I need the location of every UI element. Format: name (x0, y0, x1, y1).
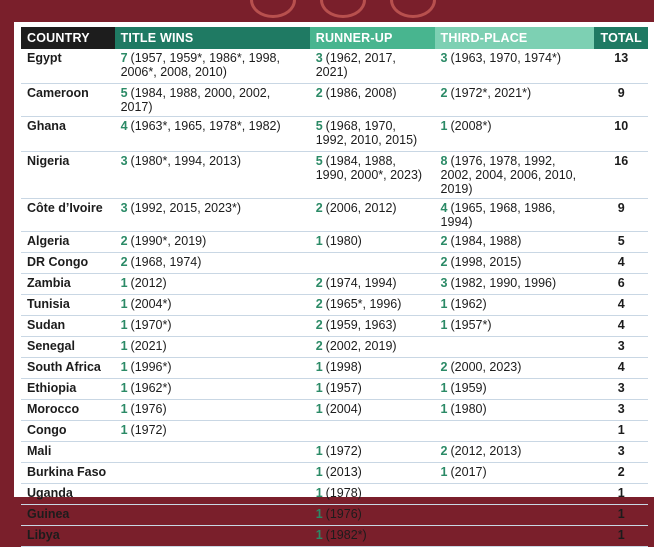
title-wins-cell (115, 152, 310, 199)
count-number: 3 (440, 276, 448, 290)
years-list: (1970*) (130, 318, 172, 332)
title-wins-cell (115, 232, 310, 253)
third-place-cell (435, 442, 595, 463)
table-header-row (21, 27, 648, 49)
years-list: (1957*) (450, 318, 492, 332)
country-cell (21, 232, 115, 253)
years-list: (1978) (325, 486, 362, 500)
total-cell (594, 484, 648, 505)
years-list: (2013) (325, 465, 362, 479)
title-wins-cell (115, 526, 310, 547)
count-number: 1 (120, 360, 128, 374)
years-list: (1962, 2017, 2021) (315, 51, 396, 79)
years-list: (2012, 2013) (450, 444, 522, 458)
total-value: 1 (617, 486, 625, 500)
afcon-results-table (21, 27, 648, 547)
country-name: Sudan (27, 318, 66, 332)
years-list: (1972) (130, 423, 167, 437)
title-wins-cell (115, 274, 310, 295)
years-list: (1968, 1974) (130, 255, 202, 269)
years-list: (1990*, 2019) (130, 234, 207, 248)
table-row (21, 379, 648, 400)
count-number: 2 (315, 339, 323, 353)
country-name: Burkina Faso (27, 465, 107, 479)
total-cell (594, 505, 648, 526)
third-place-cell (435, 358, 595, 379)
runner-up-cell (310, 274, 435, 295)
years-list: (1957) (325, 381, 362, 395)
runner-up-cell (310, 232, 435, 253)
count-number: 1 (120, 276, 128, 290)
years-list: (2000, 2023) (450, 360, 522, 374)
total-cell (594, 49, 648, 84)
count-number: 1 (315, 465, 323, 479)
runner-up-cell (310, 199, 435, 232)
title-wins-cell (115, 442, 310, 463)
table-row (21, 400, 648, 421)
count-number: 1 (120, 402, 128, 416)
table-row (21, 526, 648, 547)
total-cell (594, 358, 648, 379)
years-list: (1982, 1990, 1996) (450, 276, 557, 290)
total-value: 1 (617, 423, 625, 437)
third-place-cell (435, 316, 595, 337)
third-place-cell (435, 117, 595, 152)
table-row (21, 337, 648, 358)
count-number: 1 (440, 318, 448, 332)
count-number: 3 (120, 201, 128, 215)
runner-up-cell (310, 400, 435, 421)
total-value: 9 (617, 201, 625, 215)
title-wins-cell (115, 337, 310, 358)
table-row (21, 442, 648, 463)
table-row (21, 484, 648, 505)
count-number: 2 (315, 201, 323, 215)
table-row (21, 295, 648, 316)
total-value: 4 (617, 318, 625, 332)
years-list: (1959) (450, 381, 487, 395)
table-row (21, 274, 648, 295)
years-list: (1984, 1988) (450, 234, 522, 248)
count-number: 1 (440, 119, 448, 133)
country-cell (21, 484, 115, 505)
total-value: 3 (617, 402, 625, 416)
count-number: 1 (315, 444, 323, 458)
country-cell (21, 400, 115, 421)
runner-up-cell (310, 337, 435, 358)
total-value: 2 (617, 465, 625, 479)
country-name: Guinea (27, 507, 70, 521)
years-list: (1976, 1978, 1992, 2002, 2004, 2006, 2010, 2019) (440, 154, 577, 196)
country-cell (21, 316, 115, 337)
total-value: 4 (617, 255, 625, 269)
third-place-cell (435, 253, 595, 274)
years-list: (1965*, 1996) (325, 297, 402, 311)
years-list: (1998) (325, 360, 362, 374)
count-number: 2 (120, 255, 128, 269)
table-row (21, 117, 648, 152)
third-place-cell (435, 421, 595, 442)
total-value: 9 (617, 86, 625, 100)
title-wins-cell (115, 117, 310, 152)
count-number: 3 (440, 51, 448, 65)
country-name: Ghana (27, 119, 66, 133)
third-place-cell (435, 232, 595, 253)
years-list: (1982*) (325, 528, 367, 542)
years-list: (1996*) (130, 360, 172, 374)
years-list: (1962*) (130, 381, 172, 395)
country-name: Uganda (27, 486, 73, 500)
count-number: 5 (315, 119, 323, 133)
total-value: 13 (614, 51, 629, 65)
total-cell (594, 379, 648, 400)
count-number: 1 (440, 465, 448, 479)
country-name: Libya (27, 528, 60, 542)
header-runner-up: RUNNER-UP (310, 27, 435, 49)
country-cell (21, 442, 115, 463)
runner-up-cell (310, 421, 435, 442)
count-number: 5 (120, 86, 128, 100)
country-cell (21, 295, 115, 316)
years-list: (1998, 2015) (450, 255, 522, 269)
third-place-cell (435, 526, 595, 547)
table-row (21, 421, 648, 442)
total-cell (594, 463, 648, 484)
count-number: 2 (440, 234, 448, 248)
years-list: (2004) (325, 402, 362, 416)
title-wins-cell (115, 379, 310, 400)
country-name: Morocco (27, 402, 80, 416)
years-list: (1976) (325, 507, 362, 521)
total-cell (594, 526, 648, 547)
total-value: 3 (617, 444, 625, 458)
years-list: (1984, 1988, 2000, 2002, 2017) (120, 86, 271, 114)
third-place-cell (435, 49, 595, 84)
third-place-cell (435, 337, 595, 358)
runner-up-cell (310, 358, 435, 379)
total-cell (594, 337, 648, 358)
country-name: Zambia (27, 276, 71, 290)
title-wins-cell (115, 400, 310, 421)
title-wins-cell (115, 421, 310, 442)
table-row (21, 253, 648, 274)
runner-up-cell (310, 379, 435, 400)
count-number: 1 (315, 402, 323, 416)
years-list: (1986, 2008) (325, 86, 397, 100)
years-list: (1976) (130, 402, 167, 416)
years-list: (1984, 1988, 1990, 2000*, 2023) (315, 154, 423, 182)
count-number: 2 (440, 360, 448, 374)
third-place-cell (435, 400, 595, 421)
country-name: Tunisia (27, 297, 70, 311)
count-number: 1 (120, 297, 128, 311)
total-value: 5 (617, 234, 625, 248)
count-number: 1 (440, 402, 448, 416)
years-list: (1980*, 1994, 2013) (130, 154, 242, 168)
count-number: 1 (315, 234, 323, 248)
runner-up-cell (310, 442, 435, 463)
years-list: (1957, 1959*, 1986*, 1998, 2006*, 2008, 2010) (120, 51, 280, 79)
years-list: (1963, 1970, 1974*) (450, 51, 562, 65)
count-number: 1 (315, 528, 323, 542)
third-place-cell (435, 152, 595, 199)
header-title-wins: TITLE WINS (115, 27, 310, 49)
third-place-cell (435, 84, 595, 117)
country-name: Senegal (27, 339, 75, 353)
runner-up-cell (310, 526, 435, 547)
table-row (21, 152, 648, 199)
years-list: (1972) (325, 444, 362, 458)
country-name: DR Congo (27, 255, 89, 269)
years-list: (2006, 2012) (325, 201, 397, 215)
runner-up-cell (310, 84, 435, 117)
country-cell (21, 199, 115, 232)
count-number: 1 (315, 360, 323, 374)
country-name: Côte d’Ivoire (27, 201, 103, 215)
total-cell (594, 274, 648, 295)
years-list: (1992, 2015, 2023*) (130, 201, 242, 215)
years-list: (1974, 1994) (325, 276, 397, 290)
title-wins-cell (115, 199, 310, 232)
years-list: (1980) (325, 234, 362, 248)
country-name: South Africa (27, 360, 101, 374)
country-cell (21, 421, 115, 442)
total-cell (594, 117, 648, 152)
table-row (21, 49, 648, 84)
count-number: 8 (440, 154, 448, 168)
table-row (21, 84, 648, 117)
count-number: 2 (120, 234, 128, 248)
third-place-cell (435, 274, 595, 295)
total-value: 6 (617, 276, 625, 290)
third-place-cell (435, 295, 595, 316)
country-name: Cameroon (27, 86, 89, 100)
count-number: 3 (315, 51, 323, 65)
country-cell (21, 379, 115, 400)
header-total: TOTAL (594, 27, 648, 49)
total-value: 16 (614, 154, 629, 168)
title-wins-cell (115, 358, 310, 379)
country-name: Ethiopia (27, 381, 77, 395)
title-wins-cell (115, 84, 310, 117)
country-cell (21, 49, 115, 84)
count-number: 2 (440, 255, 448, 269)
count-number: 7 (120, 51, 128, 65)
total-value: 1 (617, 507, 625, 521)
country-name: Algeria (27, 234, 70, 248)
count-number: 1 (120, 318, 128, 332)
banner-decoration-icon (320, 0, 366, 18)
total-cell (594, 84, 648, 117)
total-cell (594, 400, 648, 421)
years-list: (2021) (130, 339, 167, 353)
years-list: (1968, 1970, 1992, 2010, 2015) (315, 119, 418, 147)
count-number: 4 (120, 119, 128, 133)
runner-up-cell (310, 505, 435, 526)
total-cell (594, 152, 648, 199)
total-cell (594, 442, 648, 463)
total-cell (594, 199, 648, 232)
table-row (21, 316, 648, 337)
title-wins-cell (115, 505, 310, 526)
country-cell (21, 274, 115, 295)
banner-decoration-icon (250, 0, 296, 18)
third-place-cell (435, 484, 595, 505)
title-wins-cell (115, 49, 310, 84)
runner-up-cell (310, 152, 435, 199)
years-list: (1962) (450, 297, 487, 311)
years-list: (1963*, 1965, 1978*, 1982) (130, 119, 281, 133)
country-cell (21, 117, 115, 152)
count-number: 2 (315, 318, 323, 332)
results-card (14, 22, 654, 542)
years-list: (2002, 2019) (325, 339, 397, 353)
count-number: 1 (120, 339, 128, 353)
table-body (21, 49, 648, 547)
total-value: 4 (617, 297, 625, 311)
table-row (21, 358, 648, 379)
years-list: (1980) (450, 402, 487, 416)
count-number: 2 (440, 86, 448, 100)
count-number: 4 (440, 201, 448, 215)
count-number: 2 (440, 444, 448, 458)
count-number: 1 (120, 381, 128, 395)
table-row (21, 463, 648, 484)
third-place-cell (435, 199, 595, 232)
total-value: 1 (617, 528, 625, 542)
third-place-cell (435, 463, 595, 484)
years-list: (1959, 1963) (325, 318, 397, 332)
country-cell (21, 358, 115, 379)
title-wins-cell (115, 463, 310, 484)
count-number: 1 (315, 381, 323, 395)
banner-decoration-icon (390, 0, 436, 18)
count-number: 2 (315, 276, 323, 290)
header-country: COUNTRY (21, 27, 115, 49)
country-cell (21, 152, 115, 199)
years-list: (2012) (130, 276, 167, 290)
table-row (21, 232, 648, 253)
years-list: (2004*) (130, 297, 172, 311)
total-cell (594, 295, 648, 316)
country-cell (21, 526, 115, 547)
runner-up-cell (310, 484, 435, 505)
count-number: 5 (315, 154, 323, 168)
title-wins-cell (115, 316, 310, 337)
country-cell (21, 505, 115, 526)
title-wins-cell (115, 253, 310, 274)
runner-up-cell (310, 49, 435, 84)
country-name: Mali (27, 444, 52, 458)
country-name: Congo (27, 423, 67, 437)
country-cell (21, 337, 115, 358)
table-row (21, 505, 648, 526)
table-row (21, 199, 648, 232)
total-value: 3 (617, 339, 625, 353)
title-wins-cell (115, 295, 310, 316)
total-cell (594, 421, 648, 442)
count-number: 3 (120, 154, 128, 168)
count-number: 1 (315, 507, 323, 521)
runner-up-cell (310, 117, 435, 152)
years-list: (2017) (450, 465, 487, 479)
total-cell (594, 232, 648, 253)
count-number: 1 (440, 297, 448, 311)
runner-up-cell (310, 316, 435, 337)
count-number: 1 (315, 486, 323, 500)
third-place-cell (435, 505, 595, 526)
country-name: Egypt (27, 51, 62, 65)
header-third-place: THIRD-PLACE (435, 27, 595, 49)
total-value: 3 (617, 381, 625, 395)
total-cell (594, 316, 648, 337)
count-number: 1 (440, 381, 448, 395)
country-cell (21, 463, 115, 484)
total-value: 4 (617, 360, 625, 374)
count-number: 1 (120, 423, 128, 437)
runner-up-cell (310, 253, 435, 274)
runner-up-cell (310, 463, 435, 484)
third-place-cell (435, 379, 595, 400)
country-cell (21, 253, 115, 274)
country-cell (21, 84, 115, 117)
runner-up-cell (310, 295, 435, 316)
years-list: (2008*) (450, 119, 492, 133)
years-list: (1972*, 2021*) (450, 86, 532, 100)
count-number: 2 (315, 86, 323, 100)
total-value: 10 (614, 119, 629, 133)
country-name: Nigeria (27, 154, 70, 168)
title-wins-cell (115, 484, 310, 505)
count-number: 2 (315, 297, 323, 311)
total-cell (594, 253, 648, 274)
years-list: (1965, 1968, 1986, 1994) (440, 201, 556, 229)
